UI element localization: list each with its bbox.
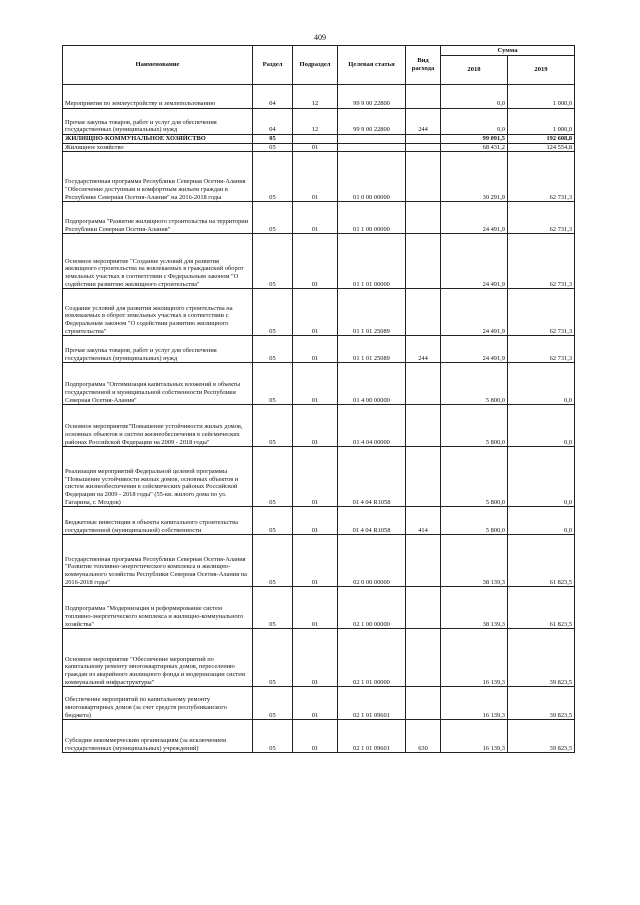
row-celevaya: 99 9 00 22800 (338, 109, 406, 135)
row-sum-2018: 16 139,3 (441, 629, 508, 687)
row-podrazdel: 01 (293, 405, 338, 447)
row-name: Жилищное хозяйство (63, 143, 253, 152)
row-sum-2019: 0,0 (508, 363, 575, 405)
row-celevaya: 01 1 00 00000 (338, 202, 406, 234)
row-celevaya: 01 1 01 25089 (338, 336, 406, 363)
row-celevaya: 02 1 01 00000 (338, 629, 406, 687)
row-podrazdel: 01 (293, 143, 338, 152)
row-celevaya: 02 1 01 09601 (338, 687, 406, 720)
row-name: Создание условий для развития жилищного строительства на вовлекаемых в оборот земельных участках в соответствии с Федеральным законом "О содействии развитию жилищного строительства" (63, 289, 253, 336)
row-sum-2019: 39 823,5 (508, 629, 575, 687)
row-vid (406, 447, 441, 507)
row-vid (406, 363, 441, 405)
row-podrazdel: 01 (293, 507, 338, 535)
row-razdel: 05 (253, 687, 293, 720)
row-sum-2018: 30 291,9 (441, 152, 508, 202)
row-vid (406, 202, 441, 234)
header-year-2019: 2019 (508, 56, 575, 85)
row-vid: 244 (406, 109, 441, 135)
row-razdel: 05 (253, 289, 293, 336)
row-razdel: 05 (253, 720, 293, 753)
table-row (63, 587, 575, 629)
row-sum-2019: 62 731,3 (508, 234, 575, 289)
row-celevaya (338, 143, 406, 152)
row-sum-2019: 62 731,3 (508, 336, 575, 363)
row-sum-2019: 39 823,5 (508, 720, 575, 753)
row-sum-2019: 0,0 (508, 507, 575, 535)
row-name: Государственная программа Республики Северная Осетия-Алания "Обеспечение доступным и комфортным жильем граждан в Республике Северная Осетия-Алания" на 2016-2018 годы (63, 152, 253, 202)
row-sum-2019: 61 823,5 (508, 535, 575, 587)
table-row (63, 152, 575, 202)
row-razdel: 04 (253, 85, 293, 109)
table-row (63, 143, 575, 152)
table-row (63, 720, 575, 753)
row-vid: 630 (406, 720, 441, 753)
row-sum-2018: 5 800,0 (441, 447, 508, 507)
row-name: Подпрограмма "Модернизация и реформирование систем топливно-энергетического комплекса и жилищно-коммунального хозяйства" (63, 587, 253, 629)
row-razdel: 05 (253, 447, 293, 507)
row-sum-2018: 24 491,9 (441, 336, 508, 363)
row-sum-2019: 61 823,5 (508, 587, 575, 629)
row-celevaya: 01 1 01 25089 (338, 289, 406, 336)
table-row (63, 687, 575, 720)
header-podrazdel: Подраздел (293, 46, 338, 85)
row-vid (406, 629, 441, 687)
row-podrazdel: 01 (293, 336, 338, 363)
row-podrazdel: 01 (293, 289, 338, 336)
row-razdel: 04 (253, 109, 293, 135)
row-celevaya: 01 4 04 R1058 (338, 507, 406, 535)
table-row (63, 234, 575, 289)
header-vid: Вид расхода (406, 46, 441, 85)
row-celevaya (338, 135, 406, 144)
header-razdel: Раздел (253, 46, 293, 85)
row-podrazdel: 12 (293, 109, 338, 135)
header-celevaya: Целевая статья (338, 46, 406, 85)
row-name: Основное мероприятие "Создание условий для развития жилищного строительства на вовлекаемых в гражданский оборот земельных участках в соответствии с Федеральным законом "О содействии развитию жилищного строительства" (63, 234, 253, 289)
row-name: Основное мероприятие "Обеспечение мероприятий по капитальному ремонту многоквартирных домов, переселению граждан из аварийного жилищного фонда и модернизации систем коммунальной инфраструктуры" (63, 629, 253, 687)
row-sum-2019: 62 731,3 (508, 289, 575, 336)
row-sum-2018: 0,0 (441, 85, 508, 109)
row-name: Государственная программа Республики Северная Осетия-Алания "Развитие топливно-энергетического комплекса и жилищно-коммунального хозяйства Республики Северная Осетия-Алания на 2016-2018 годы" (63, 535, 253, 587)
row-name: Субсидии некоммерческим организациям (за исключением государственных (муниципальных) учреждений) (63, 720, 253, 753)
row-celevaya: 02 0 00 00000 (338, 535, 406, 587)
row-sum-2018: 5 800,0 (441, 507, 508, 535)
row-podrazdel: 01 (293, 587, 338, 629)
row-razdel: 05 (253, 135, 293, 144)
row-vid: 244 (406, 336, 441, 363)
row-razdel: 05 (253, 587, 293, 629)
row-podrazdel: 01 (293, 363, 338, 405)
row-sum-2018: 24 491,9 (441, 234, 508, 289)
row-celevaya: 02 1 01 09601 (338, 720, 406, 753)
row-sum-2018: 5 800,0 (441, 405, 508, 447)
table-row (63, 336, 575, 363)
header-name: Наименование (63, 46, 253, 85)
table-row (63, 405, 575, 447)
row-vid (406, 587, 441, 629)
row-name: Основное мероприятие"Повышение устойчивости жилых домов, основных объектов и систем жизнеобеспечения в сейсмических районах Российской Федерации на 2009 - 2018 годы" (63, 405, 253, 447)
row-sum-2019: 1 000,0 (508, 85, 575, 109)
row-sum-2018: 38 139,3 (441, 587, 508, 629)
row-sum-2018: 16 139,3 (441, 720, 508, 753)
row-sum-2018: 5 800,0 (441, 363, 508, 405)
table-row (63, 507, 575, 535)
row-celevaya: 01 0 00 00000 (338, 152, 406, 202)
row-razdel: 05 (253, 234, 293, 289)
page-number: 409 (314, 33, 326, 42)
row-podrazdel: 01 (293, 687, 338, 720)
row-podrazdel (293, 135, 338, 144)
row-vid (406, 135, 441, 144)
table-row (63, 85, 575, 109)
header-summa: Сумма (441, 46, 575, 56)
row-celevaya: 01 1 01 00000 (338, 234, 406, 289)
row-sum-2019: 0,0 (508, 405, 575, 447)
row-sum-2019: 62 731,3 (508, 202, 575, 234)
table-row (63, 289, 575, 336)
row-podrazdel: 01 (293, 152, 338, 202)
row-razdel: 05 (253, 336, 293, 363)
row-sum-2019: 39 823,5 (508, 687, 575, 720)
table-row (63, 363, 575, 405)
row-name: Подпрограмма "Оптимизация капитальных вложений в объекты государственной и муниципальной собственности Республики Северная Осетия-Алания" (63, 363, 253, 405)
row-razdel: 05 (253, 535, 293, 587)
row-celevaya: 01 4 04 R1058 (338, 447, 406, 507)
row-vid (406, 535, 441, 587)
row-sum-2018: 99 091,5 (441, 135, 508, 144)
row-name: Реализация мероприятий Федеральной целевой программы "Повышение устойчивости жилых домов, основных объектов и систем жизнеобеспечения в сейсмических районах Российской Федерации на 2009 - 2018 годы" (55-кв. жилого дома по ул. Гагарина, г. Моздок) (63, 447, 253, 507)
row-name: Обеспечение мероприятий по капитальному ремонту многоквартирных домов (за счет средств республиканского бюджета) (63, 687, 253, 720)
row-name: Подпрограмма "Развитие жилищного строительства на территории Республики Северная Осетия-Алания" (63, 202, 253, 234)
row-name: Бюджетные инвестиции в объекты капитального строительства государственной (муниципальной) собственности (63, 507, 253, 535)
row-sum-2019: 124 554,8 (508, 143, 575, 152)
row-name: Прочая закупка товаров, работ и услуг для обеспечения государственных (муниципальных) нужд (63, 109, 253, 135)
budget-table (62, 45, 575, 753)
row-razdel: 05 (253, 629, 293, 687)
row-celevaya: 01 4 00 00000 (338, 363, 406, 405)
row-sum-2018: 38 139,3 (441, 535, 508, 587)
row-vid (406, 85, 441, 109)
table-row (63, 447, 575, 507)
row-sum-2019: 192 608,8 (508, 135, 575, 144)
row-name: Прочая закупка товаров, работ и услуг для обеспечения государственных (муниципальных) нужд (63, 336, 253, 363)
table-row (63, 109, 575, 135)
row-sum-2018: 68 431,2 (441, 143, 508, 152)
table-body (63, 85, 575, 753)
row-razdel: 05 (253, 202, 293, 234)
row-podrazdel: 01 (293, 720, 338, 753)
row-vid (406, 405, 441, 447)
row-vid (406, 152, 441, 202)
row-sum-2018: 24 491,9 (441, 289, 508, 336)
row-razdel: 05 (253, 152, 293, 202)
row-sum-2019: 0,0 (508, 447, 575, 507)
row-sum-2018: 24 491,9 (441, 202, 508, 234)
row-vid (406, 234, 441, 289)
table-row (63, 535, 575, 587)
header-year-2018: 2018 (441, 56, 508, 85)
row-celevaya: 99 9 00 22800 (338, 85, 406, 109)
row-podrazdel: 01 (293, 535, 338, 587)
row-name: ЖИЛИЩНО-КОММУНАЛЬНОЕ ХОЗЯЙСТВО (63, 135, 253, 144)
row-sum-2018: 0,0 (441, 109, 508, 135)
table-row (63, 629, 575, 687)
table-row (63, 202, 575, 234)
row-razdel: 05 (253, 507, 293, 535)
row-vid (406, 687, 441, 720)
row-podrazdel: 01 (293, 629, 338, 687)
row-podrazdel: 01 (293, 234, 338, 289)
row-sum-2019: 62 731,3 (508, 152, 575, 202)
row-celevaya: 02 1 00 00000 (338, 587, 406, 629)
row-sum-2019: 1 000,0 (508, 109, 575, 135)
row-podrazdel: 12 (293, 85, 338, 109)
row-razdel: 05 (253, 143, 293, 152)
row-name: Мероприятия по землеустройству и землепользованию (63, 85, 253, 109)
row-vid (406, 143, 441, 152)
row-podrazdel: 01 (293, 447, 338, 507)
row-razdel: 05 (253, 405, 293, 447)
row-vid (406, 289, 441, 336)
row-celevaya: 01 4 04 00000 (338, 405, 406, 447)
table-row (63, 135, 575, 144)
row-podrazdel: 01 (293, 202, 338, 234)
row-razdel: 05 (253, 363, 293, 405)
row-sum-2018: 16 139,3 (441, 687, 508, 720)
row-vid: 414 (406, 507, 441, 535)
